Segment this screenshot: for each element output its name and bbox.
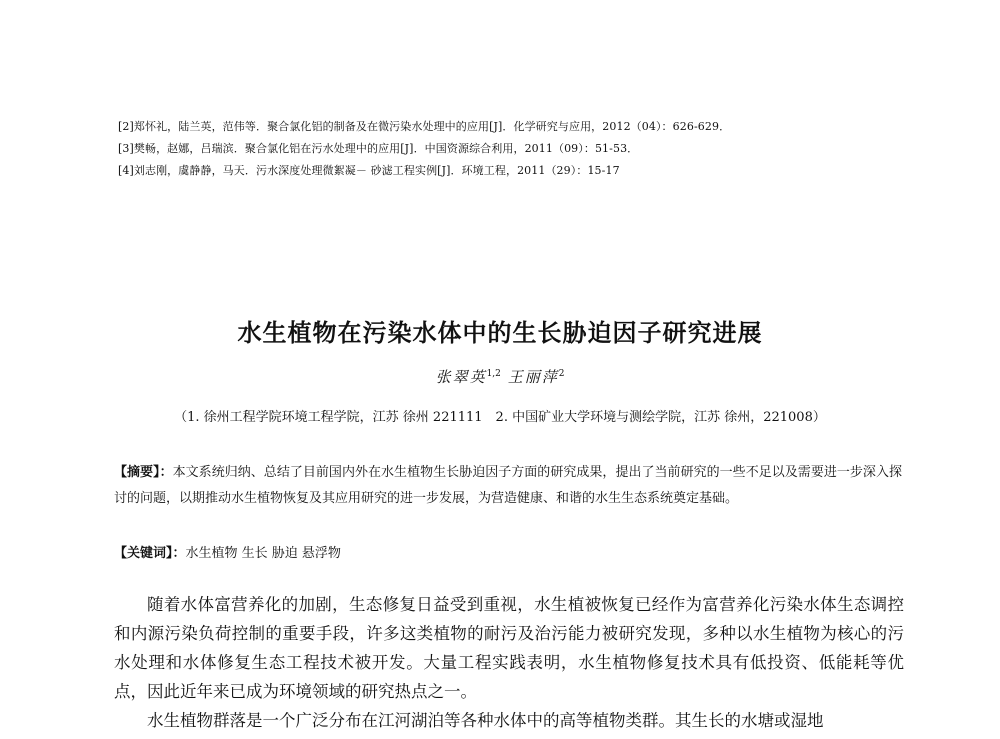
author-affiliation-marker: 2 [558, 369, 565, 379]
reference-item: [2]郑怀礼，陆兰英，范伟等．聚合氯化铝的制备及在微污染水处理中的应用[J]．化学研究与应用，2012（04）：626-629． [118, 120, 731, 133]
body-text [114, 590, 904, 735]
author-name: 王丽萍 [507, 368, 559, 386]
body-paragraph: 随着水体富营养化的加剧，生态修复日益受到重视，水生植被恢复已经作为富营养化污染水体生态调控和内源污染负荷控制的重要手段，许多这类植物的耐污及治污能力被研究发现，多种以水生植物为核心的污水处理和水体修复生态工程技术被开发。大量工程实践表明，水生植物修复技术具有低投资、低能耗等优点，因此近年来已成为环境领域的研究热点之一。 [114, 595, 904, 701]
reference-list [118, 116, 938, 182]
keywords-text: 水生植物 生长 胁迫 悬浮物 [185, 546, 341, 561]
abstract-text: 本文系统归纳、总结了目前国内外在水生植物生长胁迫因子方面的研究成果，提出了当前研究的一些不足以及需要进一步深入探讨的问题，以期推动水生植物恢复及其应用研究的进一步发展，为营造健康、和谐的水生生态系统奠定基础。 [114, 465, 902, 506]
author-line [0, 366, 1000, 387]
author-affiliation-marker: 1,2 [486, 369, 501, 379]
keywords [114, 541, 341, 567]
affiliation-line: （1. 徐州工程学院环境工程学院，江苏 徐州 221111 2. 中国矿业大学环境与测绘学院，江苏 徐州，221008） [174, 410, 826, 425]
abstract-label: 【摘要】： [114, 465, 173, 480]
abstract [114, 460, 902, 512]
reference-item: [4]刘志刚，虞静静，马天．污水深度处理微絮凝－ 砂滤工程实例[J]．环境工程，2011（29）：15-17 [118, 164, 620, 177]
keywords-label: 【关键词】： [114, 546, 186, 561]
article-title: 水生植物在污染水体中的生长胁迫因子研究进展 [237, 319, 763, 347]
reference-item: [3]樊畅，赵娜，吕瑞滨．聚合氯化铝在污水处理中的应用[J]．中国资源综合利用，2011（09）：51-53． [118, 142, 639, 155]
author-name: 张翠英 [435, 368, 487, 386]
body-paragraph: 水生植物群落是一个广泛分布在江河湖泊等各种水体中的高等植物类群。其生长的水塘或湿地 [147, 711, 824, 730]
